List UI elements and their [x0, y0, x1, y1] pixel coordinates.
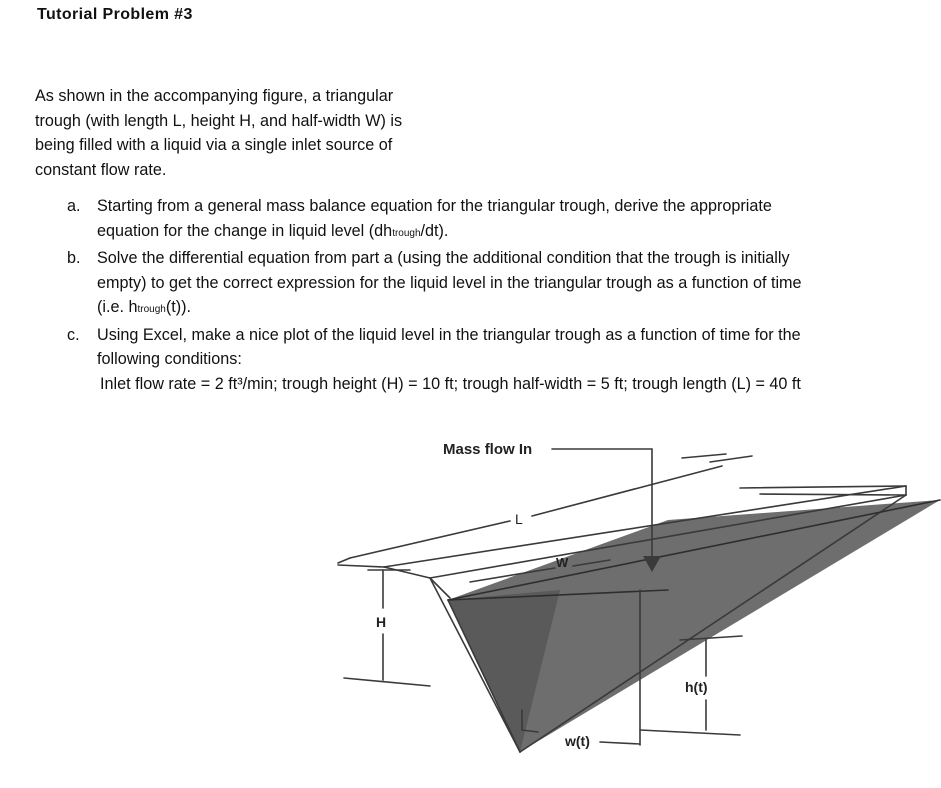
- length-dimension-tick-right: [682, 454, 726, 458]
- height-dim-bottom: [344, 678, 430, 686]
- length-dimension-line-a: [350, 521, 510, 558]
- trough-top-end-left: [430, 578, 450, 598]
- trough-rim-left: [384, 567, 430, 578]
- page-title: Tutorial Problem #3: [37, 6, 193, 23]
- intro-line: constant flow rate.: [35, 160, 167, 179]
- intro-line: trough (with length L, height H, and half-width W) is: [35, 111, 403, 130]
- intro-line: As shown in the accompanying figure, a triangular: [35, 87, 394, 105]
- length-dimension-tick-right-2: [710, 456, 752, 462]
- subscript-trough: trough: [137, 304, 166, 315]
- length-dimension-tick: [338, 558, 350, 563]
- surface-width-line-right: [600, 742, 640, 744]
- part-b-text-end: (t)).: [165, 298, 192, 316]
- part-a-text-end: /dt).: [420, 221, 449, 240]
- trough-inner-rim: [740, 486, 906, 488]
- trough-inner-rim-2: [760, 494, 906, 495]
- level-dim-bottom: [640, 730, 740, 735]
- width-label: W: [556, 555, 569, 570]
- part-c-line-1: Using Excel, make a nice plot of the liquid level in the triangular trough as a function of time for the: [97, 325, 801, 344]
- part-c-line-2: following conditions:: [97, 350, 242, 368]
- height-dim-top-ext: [338, 565, 384, 567]
- mass-flow-label: Mass flow In: [443, 441, 533, 458]
- part-b-line-2: empty) to get the correct expression for the liquid level in the triangular trough as a function of time: [97, 273, 802, 292]
- part-c-conditions: Inlet flow rate = 2 ft³/min; trough height (H) = 10 ft; trough half-width = 5 ft; trough length (L) = 40 ft: [100, 374, 801, 393]
- part-b-line-1: Solve the differential equation from part a (using the additional condition that the trough is initially: [97, 249, 790, 267]
- height-label: H: [376, 614, 387, 630]
- part-a-line-1: Starting from a general mass balance equation for the triangular trough, derive the appropriate: [97, 197, 772, 215]
- surface-width-label: w(t): [565, 733, 590, 749]
- part-b-text: (i.e. h: [97, 298, 138, 316]
- subscript-trough: trough: [392, 227, 421, 239]
- part-a-text: equation for the change in liquid level (dh: [97, 221, 393, 240]
- length-label: L: [515, 511, 523, 527]
- part-letter: c.: [67, 325, 80, 344]
- part-letter: a.: [67, 197, 81, 215]
- intro-line: being filled with a liquid via a single inlet source of: [35, 136, 393, 154]
- part-letter: b.: [67, 249, 81, 267]
- length-dimension-line-b: [532, 466, 722, 516]
- level-label: h(t): [685, 679, 708, 695]
